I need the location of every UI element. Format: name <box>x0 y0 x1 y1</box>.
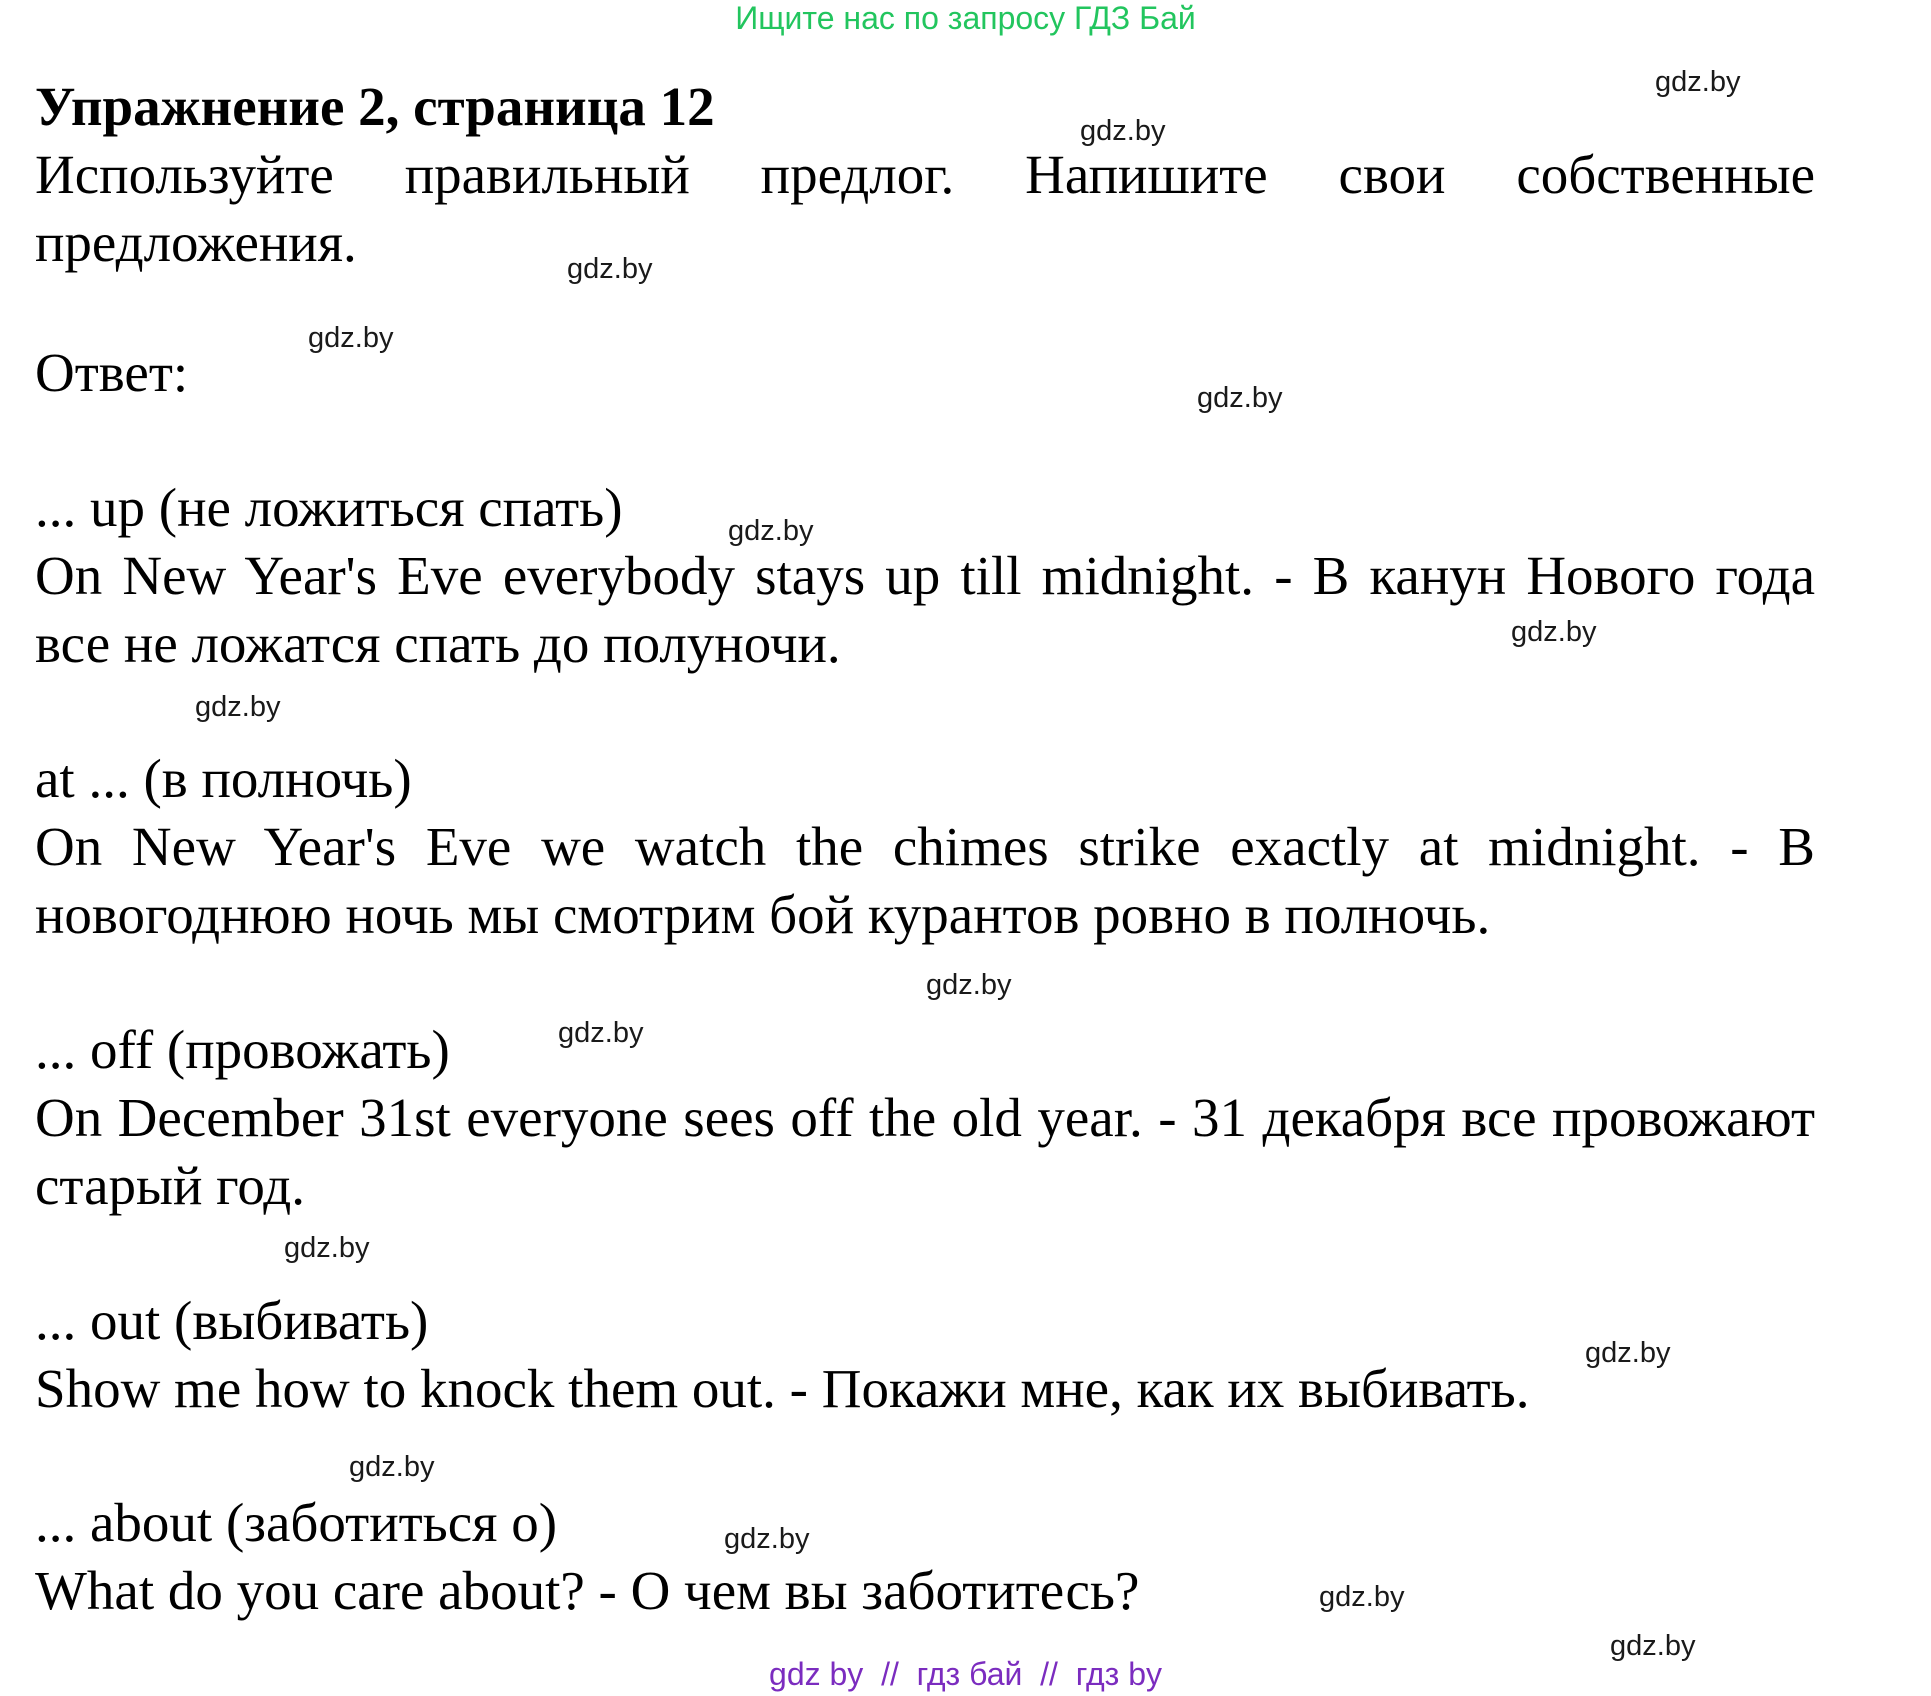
watermark: gdz.by <box>1511 616 1597 648</box>
page-title: Упражнение 2, страница 12 <box>35 76 715 137</box>
answer-sentence: What do you care about? - О чем вы заботитесь? <box>35 1560 1140 1621</box>
watermark: gdz.by <box>1080 115 1166 147</box>
watermark: gdz.by <box>1197 382 1283 414</box>
answer-sentence: Show me how to knock them out. - Покажи мне, как их выбивать. <box>35 1358 1530 1419</box>
document-body <box>35 73 1815 1625</box>
answer-sentence: On New Year's Eve everybody stays up till midnight. - В канун Нового года все не ложатся спать до полуночи. <box>35 545 1815 674</box>
top-banner: Ищите нас по запросу ГДЗ Бай <box>735 0 1196 36</box>
watermark: gdz.by <box>1585 1337 1671 1369</box>
answer-sentence: On New Year's Eve we watch the chimes strike exactly at midnight. - В новогоднюю ночь мы смотрим бой курантов ровно в полночь. <box>35 816 1815 945</box>
answer-heading: ... up (не ложиться спать) <box>35 477 623 538</box>
answer-heading: ... off (провожать) <box>35 1019 450 1080</box>
watermark: gdz.by <box>284 1232 370 1264</box>
answer-item <box>35 1287 1815 1423</box>
watermark: gdz.by <box>349 1451 435 1483</box>
answer-label: Ответ: <box>35 342 189 403</box>
watermark: gdz.by <box>567 253 653 285</box>
watermark: gdz.by <box>558 1017 644 1049</box>
watermark: gdz.by <box>308 322 394 354</box>
watermark: gdz.by <box>1610 1630 1696 1662</box>
watermark: gdz.by <box>926 969 1012 1001</box>
answer-heading: ... about (заботиться о) <box>35 1492 558 1553</box>
watermark: gdz.by <box>1319 1581 1405 1613</box>
answer-item <box>35 1016 1815 1220</box>
answer-item <box>35 1489 1815 1625</box>
watermark: gdz.by <box>1655 66 1741 98</box>
footer-links: gdz by // гдз бай // гдз by <box>769 1656 1162 1692</box>
answer-item <box>35 745 1815 949</box>
answer-heading: ... out (выбивать) <box>35 1290 429 1351</box>
answer-sentence: On December 31st everyone sees off the old year. - 31 декабря все провожают старый год. <box>35 1087 1815 1216</box>
instruction-text: Используйте правильный предлог. Напишите свои собственные предложения. <box>35 144 1815 273</box>
watermark: gdz.by <box>724 1523 810 1555</box>
answer-heading: at ... (в полночь) <box>35 748 412 809</box>
watermark: gdz.by <box>195 691 281 723</box>
watermark: gdz.by <box>728 515 814 547</box>
